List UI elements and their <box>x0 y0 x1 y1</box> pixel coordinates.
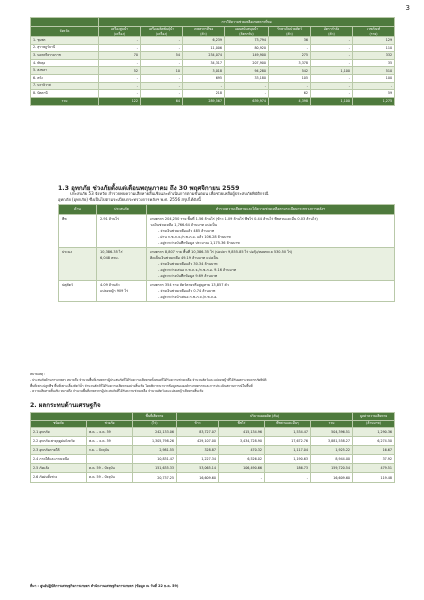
section-1-3-title: 1.3 อุทกภัย ช่วงภัยตั้งแต่เดือนพฤษภาคม ถึง 30 พฤศจิกายน 2559 <box>58 185 240 192</box>
detail-line: เกษตรกร 8,807 ราย พื้นที่ 10,386.35 ไร่ (บ่อปลา 9,855.85 ไร่ บ่อกุ้ง/หอยทะเล 530.50 ไร่) <box>150 250 293 254</box>
detail-line: คิดเป็นเงินช่วยเหลือ 49.19 ล้านบาท แบ่งเป็น <box>150 256 219 260</box>
table-cell: 542 <box>269 67 311 75</box>
detail-line: - อยู่ระหว่างนำเสนอ ก.ช.ภ.จ./ก.ช.ภ.อ. <box>158 295 218 299</box>
table-cell: 1,117.04 <box>265 446 311 455</box>
column-header <box>353 27 395 37</box>
column-header <box>141 27 183 37</box>
table-cell: 70 <box>99 52 141 60</box>
table-cell: 10,831.47 <box>133 455 177 464</box>
column-header-label: อัตรากำลัง <box>323 27 340 32</box>
table-cell: - <box>141 74 183 82</box>
note-line: พื้นที่เพาะปลูกพืช พื้นที่เพาะเลี้ยงสัตว์น้ำ จำนวนสัตว์ที่ได้รับความเสียหายอย่างสิ้นเชิง โดยพิจารณาจากข้อมูลขององค์กรเกษตรกรและการประเมินสถานการณ์ในพื้นที่ <box>30 383 253 388</box>
table-cell: 332 <box>353 52 395 60</box>
table-cell: 289,567 <box>183 97 225 105</box>
table-cell: 2. สุราษฎร์ธานี <box>31 44 99 52</box>
table-cell: 80,920 <box>225 44 269 52</box>
table-cell: - <box>311 74 353 82</box>
table-cell: 1,227.34 <box>177 455 219 464</box>
table-cell: 275 <box>269 52 311 60</box>
table-cell: - <box>141 90 183 98</box>
table-cell: 2.5 ภัยแล้ง <box>31 464 87 473</box>
table-cell: 36 <box>269 37 311 45</box>
table-cell: - <box>225 82 269 90</box>
table-cell: 35 <box>353 59 395 67</box>
table-cell <box>87 455 133 464</box>
table-cell: - <box>141 59 183 67</box>
table-cell: 510 <box>353 67 395 75</box>
section-2-title: 2. ผลกระทบด้านเศรษฐกิจ <box>30 402 101 409</box>
table-cell: - <box>311 37 353 45</box>
table-cell: 16.67 <box>353 446 395 455</box>
table-cell: 59 <box>353 90 395 98</box>
affected-cell <box>97 215 147 248</box>
table-cell: - <box>99 90 141 98</box>
table-cell: 1,100 <box>311 67 353 75</box>
affected-line: 2.91 ล้านไร่ <box>100 217 120 221</box>
table-cell: 53,065.14 <box>177 464 219 473</box>
table-cell: 159,720.54 <box>311 464 353 473</box>
notes-block <box>30 372 394 395</box>
table-cell: 20,737.25 <box>133 473 177 482</box>
column-header-unit: (เครื่อง) <box>155 31 168 36</box>
affected-line: 10,386.35 ไร่ <box>100 250 123 254</box>
column-header: สำรวจความเสียหายและได้ความช่วยเหลือตามระเบียบกระทรวงการคลังฯ <box>147 205 395 215</box>
table-row <box>31 82 395 90</box>
table-cell: 149,900 <box>225 52 269 60</box>
note-line: หมายเหตุ : <box>30 372 46 376</box>
detail-line: - อยู่ระหว่างเสนอ ก.ช.ภ.จ./ก.ช.ภ.อ. 9.16 ล้านบาท <box>158 268 237 272</box>
table-cell: - <box>311 44 353 52</box>
table-cell: 1,534.47 <box>265 428 311 437</box>
table-cell: 94,280 <box>225 67 269 75</box>
affected-line: 6,048 ตรม. <box>100 256 119 260</box>
table-cell: 328.87 <box>177 446 219 455</box>
table-cell: 5. สงขลา <box>31 67 99 75</box>
column-header: รวม <box>311 420 353 428</box>
group-header: การให้ความช่วยเหลือเกษตรกรที่ขอ <box>99 18 395 27</box>
table-row <box>59 248 395 281</box>
table-cell: 1,925.22 <box>311 446 353 455</box>
table-cell: 100 <box>353 74 395 82</box>
table-cell: 110 <box>353 44 395 52</box>
table-cell: - <box>311 82 353 90</box>
table-row <box>31 455 395 464</box>
affected-cell <box>97 248 147 281</box>
total-row <box>31 97 395 105</box>
detail-line: - จ่ายเงินช่วยเหลือแล้ว 30.34 ล้านบาท <box>158 262 218 266</box>
table-cell: 639,974 <box>225 97 269 105</box>
table-cell: 207,900 <box>225 59 269 67</box>
table-row <box>59 281 395 302</box>
table-row <box>59 215 395 248</box>
table-cell: 37.92 <box>353 455 395 464</box>
table-cell: 4. พัทลุง <box>31 59 99 67</box>
damage-side: ปศุสัตว์ <box>59 281 97 302</box>
table-cell: 218 <box>183 90 225 98</box>
column-header-unit: (ราย) <box>369 31 378 36</box>
table-row <box>31 59 395 67</box>
table-cell: 151,635.33 <box>133 464 177 473</box>
table-cell: - <box>269 82 311 90</box>
table-cell: 17,672.76 <box>265 437 311 446</box>
table-cell: - <box>99 82 141 90</box>
details-cell <box>147 215 395 248</box>
column-header: ข้าว <box>177 420 219 428</box>
table-cell: 64 <box>141 97 183 105</box>
table-header-row <box>31 27 395 37</box>
paragraph-line: อุทกภัย (อุทกภัย) ซึ่งเป็นไปตามระเบียบกระทรวงการคลังฯ พ.ศ. 2556 สรุปได้ดังนี้ <box>58 197 201 202</box>
table-cell: 2,981.55 <box>133 446 177 455</box>
group-header: ปริมาณผลผลิต (ตัน) <box>177 413 353 421</box>
flood-damage-table <box>58 204 395 302</box>
table-cell: ต.ค. 59 – ปัจจุบัน <box>87 473 133 482</box>
table-cell: 33,180 <box>225 74 269 82</box>
note-line: - ประสบภัยด้านการเกษตร หมายถึง จำนวนพื้นที่เกษตรกรผู้ประสบภัยที่ได้รับความเสียหายทั้งหมดที่ได้รับความช่วยเหลือ จำนวนสัตว์และแปลงหญ้าที่ได้รับผลกระทบจากภัยพิบัติ <box>30 377 267 382</box>
table-cell: - <box>353 82 395 90</box>
group-header: พื้นที่เสียหาย <box>133 413 177 421</box>
table-cell: - <box>311 90 353 98</box>
column-header-unit: (ตัว) <box>286 31 293 36</box>
table-cell: 54 <box>141 52 183 60</box>
detail-line: - อยู่ระหว่างบันทึกข้อมูล 9.69 ล้านบาท <box>158 274 218 278</box>
table-cell: 479.51 <box>353 464 395 473</box>
column-header-label: รักษาเจ็บป่วยสัตว์ <box>277 27 302 32</box>
table-cell: - <box>99 59 141 67</box>
table-cell: 8. ปัตตานี <box>31 90 99 98</box>
table-cell: - <box>311 52 353 60</box>
table-cell: 186.73 <box>265 464 311 473</box>
table-row <box>31 90 395 98</box>
table-header-row <box>59 205 395 215</box>
table-row <box>31 37 395 45</box>
table-cell: พ.ค. – ธ.ค. 59 <box>87 428 133 437</box>
table-cell: 16,609.60 <box>311 473 353 482</box>
table-cell: 3,434,728.90 <box>219 437 265 446</box>
column-header <box>225 27 269 37</box>
table-cell: 2.3 อุทกภัยภาคใต้ <box>31 446 87 455</box>
table-cell: 11,006 <box>183 44 225 52</box>
table-cell: 2.1 อุทกภัย <box>31 428 87 437</box>
column-header <box>31 27 99 37</box>
table-cell: 4,398 <box>269 97 311 105</box>
note-line: - ความเสียหายสิ้นเชิง หมายถึง จำนวนพื้นที่เกษตรกรผู้ประสบภัยที่ได้รับความช่วยเหลือ จำนวนสัตว์และแปลงหญ้าเสียหายสิ้นเชิง <box>30 389 204 394</box>
table-cell: - <box>99 74 141 82</box>
affected-line: 4.09 ล้านตัว <box>100 283 120 287</box>
table-row <box>31 428 395 437</box>
table-cell: 3. นครศรีธรรมราช <box>31 52 99 60</box>
table-cell: 73,794 <box>225 37 269 45</box>
table-cell: 429,107.00 <box>177 437 219 446</box>
column-header <box>269 27 311 37</box>
table-cell: 234,074 <box>183 52 225 60</box>
table-cell: - <box>219 473 265 482</box>
column-header-label: เครื่องผลิตพันธุ์น้ำ <box>148 27 175 32</box>
table-cell: - <box>225 90 269 98</box>
page-number: 3 <box>405 4 410 12</box>
column-header-label: เกษตรกรที่ขอ <box>193 27 214 32</box>
table-cell: 1,290.36 <box>353 428 395 437</box>
table-cell: 106,490.66 <box>219 464 265 473</box>
table-cell: 83,727.07 <box>177 428 219 437</box>
detail-line: - จ่ายเงินช่วยเหลือแล้ว 0.74 ล้านบาท <box>158 289 216 293</box>
table-cell: - <box>311 59 353 67</box>
table-cell: 470.32 <box>219 446 265 455</box>
table-cell: ต.ค. 59 – ปัจจุบัน <box>87 464 133 473</box>
table-row <box>31 464 395 473</box>
column-header-unit: (เครื่อง) <box>113 31 126 36</box>
table-cell: 2.6 ภัยฝนทิ้งช่วง <box>31 473 87 482</box>
livestock-assistance-table <box>30 17 395 106</box>
table-cell: 8,944.00 <box>311 455 353 464</box>
table-cell: 16,609.60 <box>177 473 219 482</box>
affected-cell <box>97 281 147 302</box>
source-note: ที่มา : ศูนย์ปฏิบัติการเศรษฐกิจการเกษตร สำนักงานเศรษฐกิจการเกษตร (ข้อมูล ณ วันที่ 22 ธ.ค. 59) <box>30 584 179 588</box>
column-header-unit: (ลิตรกรัม) <box>239 31 254 36</box>
column-header: ช่วงภัย <box>87 420 133 428</box>
table-cell: - <box>269 44 311 52</box>
table-cell: ก.ย. – ปัจจุบัน <box>87 446 133 455</box>
table-cell: - <box>183 82 225 90</box>
column-header-label: เครื่องสูบน้ำ <box>111 27 128 32</box>
column-header <box>183 27 225 37</box>
table-cell: - <box>265 473 311 482</box>
detail-line: - อยู่ระหว่างบันทึกข้อมูล ประมาณ 1,175.36 ล้านบาท <box>158 241 240 245</box>
table-cell: 242,133.06 <box>133 428 177 437</box>
details-cell <box>147 281 395 302</box>
damage-side: ประมง <box>59 248 97 281</box>
paragraph-line: ประสบภัย 53 จังหวัด สำรวจพบความเสียหายสิ้นเชิงและดำเนินการตามขั้นตอน เพื่อช่วยเหลือผู้ประสบภัยพิบัติกรณี <box>70 191 269 196</box>
detail-line: เกษตรกร 204,250 ราย พื้นที่ 1.56 ล้านไร่ (ข้าว 1.09 ล้านไร่ พืชไร่ 0.44 ล้านไร่ พืชสวนและอื่น 0.03 ล้านไร่) <box>150 217 318 221</box>
table-cell: พ.ค. – ธ.ค. 59 <box>87 437 133 446</box>
economic-impact-table <box>30 412 395 483</box>
table-row <box>31 473 395 482</box>
detail-line: วงเงินช่วยเหลือ 1,766.64 ล้านบาท แบ่งเป็น <box>150 223 218 227</box>
column-header <box>311 27 353 37</box>
table-cell: 119.48 <box>353 473 395 482</box>
table-cell: - <box>141 37 183 45</box>
table-cell: 3,378 <box>269 59 311 67</box>
table-cell: 129 <box>353 37 395 45</box>
column-header-label: เวชภัณฑ์ <box>366 27 381 32</box>
table-cell: - <box>141 44 183 52</box>
column-header: (ล้านบาท) <box>353 420 395 428</box>
column-header: ชนิดภัย <box>31 420 87 428</box>
table-header-row <box>31 420 395 428</box>
table-cell: 122 <box>99 97 141 105</box>
table-cell: 10 <box>141 67 183 75</box>
detail-line: - ผ่าน ก.ช.ภ.จ./ก.ช.ภ.อ. แล้ว 106.28 ล้านบาท <box>158 235 231 239</box>
table-cell: 1,190.63 <box>265 455 311 464</box>
table-row <box>31 74 395 82</box>
table-cell: 34,317 <box>183 59 225 67</box>
affected-line: แปลงหญ้า 909 ไร่ <box>100 289 129 293</box>
detail-line: เกษตรกร 354 ราย สัตว์ตายหรือสูญหาย 13,857 ตัว <box>150 283 229 287</box>
column-header <box>99 27 141 37</box>
table-header-row <box>31 413 395 421</box>
table-cell: 6,239 <box>183 37 225 45</box>
table-cell: 62 <box>269 90 311 98</box>
column-header-unit: (ตัว) <box>328 31 335 36</box>
table-cell: 105 <box>269 74 311 82</box>
header-blank <box>31 18 99 27</box>
table-cell: 1,275 <box>353 97 395 105</box>
column-header: ด้าน <box>59 205 97 215</box>
table-cell: - <box>99 37 141 45</box>
column-header-label: จังหวัด <box>59 29 70 34</box>
table-row <box>31 446 395 455</box>
table-cell: 3,018 <box>183 67 225 75</box>
table-row <box>31 437 395 446</box>
column-header: พืชสวนและอื่นๆ <box>265 420 311 428</box>
table-cell: - <box>141 82 183 90</box>
column-header-label: แผนสนับสนุนน้ำ <box>234 27 259 32</box>
table-cell: 7. นราธิวาส <box>31 82 99 90</box>
detail-line: - จ่ายเงินช่วยเหลือแล้ว 485 ล้านบาท <box>158 229 215 233</box>
table-cell: - <box>99 44 141 52</box>
damage-side: พืช <box>59 215 97 248</box>
table-cell: รวม <box>31 97 99 105</box>
table-cell: 504,396.51 <box>311 428 353 437</box>
column-header: พืชไร่ <box>219 420 265 428</box>
header-blank <box>31 413 133 421</box>
table-cell: 695 <box>183 74 225 82</box>
table-cell: 415,134.96 <box>219 428 265 437</box>
table-cell: 6,274.50 <box>353 437 395 446</box>
table-cell: 6,526.02 <box>219 455 265 464</box>
table-header-row <box>31 18 395 27</box>
table-cell: 1. ชุมพร <box>31 37 99 45</box>
table-row <box>31 52 395 60</box>
table-cell: 52 <box>99 67 141 75</box>
column-header: ประสบภัย <box>97 205 147 215</box>
table-cell: 1,305,798.26 <box>133 437 177 446</box>
group-header: มูลค่าความเสียหาย <box>353 413 395 421</box>
table-row <box>31 67 395 75</box>
table-cell: 1,100 <box>311 97 353 105</box>
table-cell: 2.4 ภาคใต้และภาคเหนือ <box>31 455 87 464</box>
column-header-unit: (ตัว) <box>200 31 207 36</box>
table-cell: 6. ตรัง <box>31 74 99 82</box>
details-cell <box>147 248 395 281</box>
column-header: (ไร่) <box>133 420 177 428</box>
table-cell: 3,881,558.27 <box>311 437 353 446</box>
table-cell: 2.2 อุทกภัย-พายุฤดูฝนจังหวัด <box>31 437 87 446</box>
table-row <box>31 44 395 52</box>
